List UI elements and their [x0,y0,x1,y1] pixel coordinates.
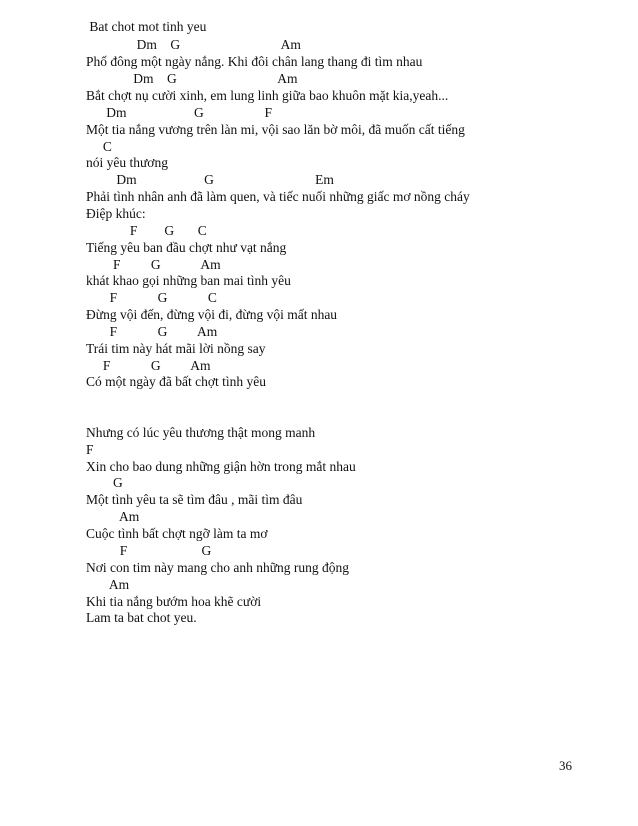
lyric-line: Tiếng yêu ban đầu chợt như vạt nắng [86,240,287,255]
lyric-line: Trái tim này hát mãi lời nồng say [86,341,266,356]
lyric-line: Đừng vội đến, đừng vội đi, đừng vội mất nhau [86,307,338,322]
lyric-line: nói yêu thương [86,155,168,170]
chord-line: F [86,442,94,457]
chord-line: F G Am [86,358,211,373]
song-title: Bat chot mot tinh yeu [86,19,207,34]
lyric-line: Phải tình nhân anh đã làm quen, và tiếc nuối những giấc mơ nồng cháy [86,189,470,204]
lyric-line: Nhưng có lúc yêu thương thật mong manh [86,425,316,440]
lyric-line: Khi tia nắng bướm hoa khẽ cười [86,594,262,609]
chord-line: F G C [86,290,217,305]
lyric-line: Một tia nắng vương trên làn mi, vội sao lăn bờ môi, đã muốn cất tiếng [86,122,465,137]
chord-line: Dm G Em [86,172,334,187]
section-label: Điệp khúc: [86,206,146,221]
chord-line: F G Am [86,324,218,339]
chord-line: Dm G Am [86,71,298,86]
chord-line: F G C [86,223,207,238]
lyric-line: Lam ta bat chot yeu. [86,610,197,625]
chord-line: Dm G F [86,105,273,120]
chord-line: Am [86,509,140,524]
lyric-line: khát khao gọi những ban mai tình yêu [86,273,291,288]
lyric-line: Có một ngày đã bất chợt tình yêu [86,374,266,389]
lyric-line: Cuộc tình bất chợt ngỡ làm ta mơ [86,526,268,541]
chord-line: G [86,475,123,490]
chord-line: Am [86,577,130,592]
page-number: 36 [559,758,572,773]
lyric-line: Bắt chợt nụ cười xinh, em lung linh giữa bao khuôn mặt kia,yeah... [86,88,449,103]
lyric-line: Nơi con tim này mang cho anh những rung động [86,560,350,575]
lyric-line: Phố đông một ngày nắng. Khi đôi chân lang thang đi tìm nhau [86,54,423,69]
chord-line: C [86,139,112,154]
lyric-line: Xin cho bao dung những giận hờn trong mắt nhau [86,459,356,474]
lyric-line: Một tình yêu ta sẽ tìm đâu , mãi tìm đâu [86,492,303,507]
chord-line: Dm G Am [86,37,301,52]
chord-line: F G [86,543,212,558]
chord-line: F G Am [86,257,221,272]
